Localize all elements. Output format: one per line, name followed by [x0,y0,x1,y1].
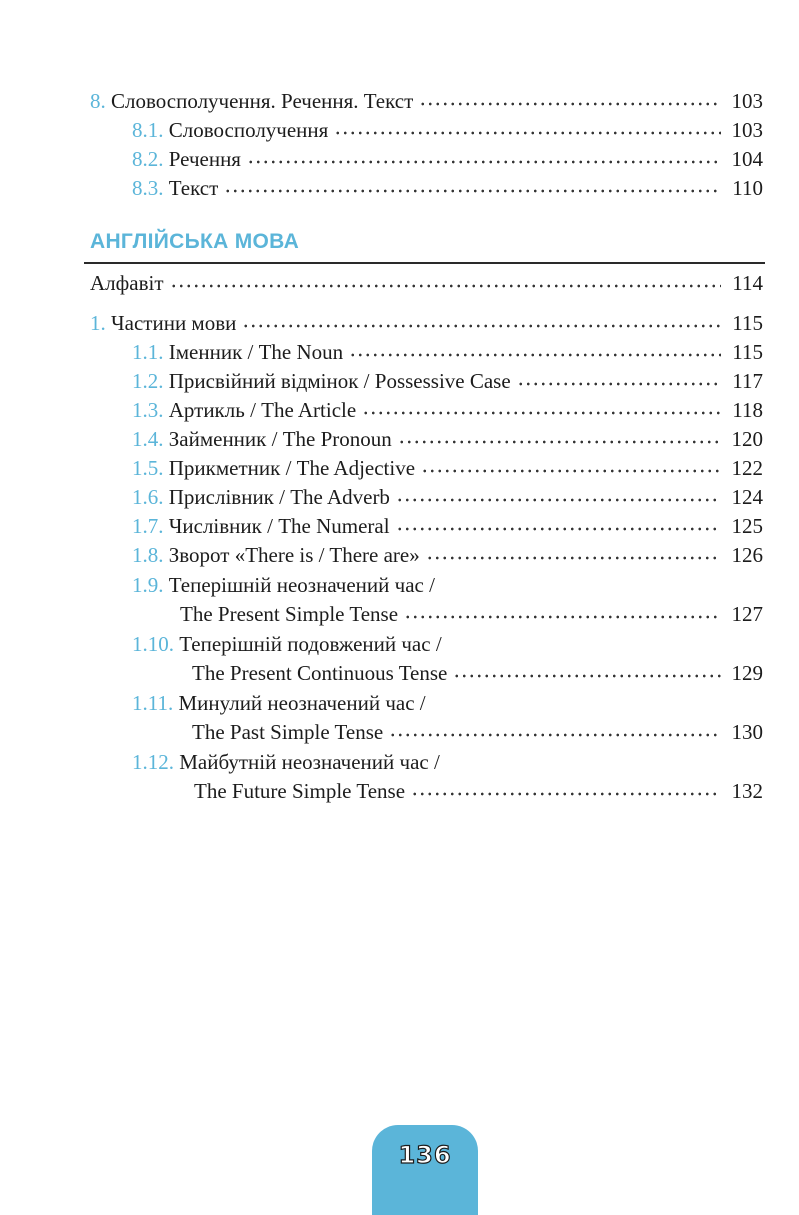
entry-page: 114 [732,271,763,295]
entry-number: 1.8. [132,543,164,567]
entry-number: 1.11. [132,691,174,715]
entry-number: 1.4. [132,427,164,451]
dot-leader [411,791,721,797]
toc-entry-alphabet[interactable] [90,270,763,296]
entry-number: 1.2. [132,369,164,393]
toc-entry-1-9-line1[interactable] [132,572,435,598]
toc-entry-1-9[interactable] [180,601,763,627]
toc-entry-1-7[interactable] [132,513,763,539]
entry-number: 1.10. [132,632,174,656]
dot-leader [421,468,721,474]
dot-leader [247,159,721,165]
toc-entry-1-10-line1[interactable] [132,631,442,657]
entry-page: 115 [732,340,763,364]
toc-entry-1-11-line1[interactable] [132,690,426,716]
entry-title-line2: The Future Simple Tense [194,779,406,803]
entry-title: Текст [168,176,219,200]
entry-page: 104 [731,147,763,171]
entry-title-line2: The Present Continuous Tense [192,661,448,685]
entry-title: Займенник / The Pronoun [168,427,392,451]
entry-page: 117 [732,369,763,393]
dot-leader [349,352,721,358]
entry-title-line2: The Present Simple Tense [180,602,399,626]
entry-page: 115 [732,311,763,335]
entry-title: Артикль / The Article [168,398,357,422]
entry-title: Теперішній неозначений час / [168,573,435,597]
entry-page: 129 [731,661,763,685]
toc-entry-1-12-line1[interactable] [132,749,440,775]
entry-number: 8. [90,89,106,113]
entry-page: 126 [731,543,763,567]
page-number: 136 [398,1141,452,1169]
toc-entry-1-12[interactable] [194,778,763,804]
dot-leader [242,323,721,329]
toc-entry-8-1[interactable] [132,117,763,143]
toc-entry-1-4[interactable] [132,426,763,452]
toc-entry-1[interactable] [90,310,763,336]
entry-number: 8.1. [132,118,164,142]
entry-title: Теперішній подовжений час / [179,632,442,656]
entry-page: 103 [731,89,763,113]
toc-entry-1-3[interactable] [132,397,763,423]
entry-title: Числівник / The Numeral [168,514,390,538]
entry-title: Речення [168,147,241,171]
entry-number: 1.12. [132,750,174,774]
toc-entry-1-11[interactable] [192,719,763,745]
page-number-tab [372,1125,478,1215]
dot-leader [170,283,722,289]
entry-number: 1.3. [132,398,164,422]
dot-leader [404,614,721,620]
entry-page: 127 [731,602,763,626]
entry-title: Минулий неозначений час / [178,691,426,715]
entry-title: Присвійний відмінок / Possessive Case [168,369,511,393]
entry-page: 124 [731,485,763,509]
dot-leader [398,439,721,445]
toc-entry-1-8[interactable] [132,542,763,568]
entry-page: 130 [731,720,763,744]
entry-title: Частини мови [111,311,237,335]
dot-leader [426,555,721,561]
entry-number: 1.1. [132,340,164,364]
toc-entry-8-3[interactable] [132,175,763,201]
entry-page: 120 [731,427,763,451]
toc-entry-1-1[interactable] [132,339,763,365]
heading-rule [84,262,765,264]
entry-page: 122 [731,456,763,480]
entry-number: 1.5. [132,456,164,480]
toc-entry-1-5[interactable] [132,455,763,481]
entry-page: 103 [731,118,763,142]
entry-title: Зворот «There is / There are» [168,543,420,567]
entry-title: Словосполучення [168,118,329,142]
dot-leader [362,410,721,416]
entry-number: 1.6. [132,485,164,509]
dot-leader [224,188,721,194]
entry-number: 8.2. [132,147,164,171]
entry-title: Прикметник / The Adjective [168,456,416,480]
entry-page: 118 [732,398,763,422]
entry-page: 110 [732,176,763,200]
entry-title: Іменник / The Noun [168,340,344,364]
entry-title: Прислівник / The Adverb [168,485,390,509]
toc-entry-1-10[interactable] [192,660,763,686]
entry-title: Майбутній неозначений час / [179,750,440,774]
toc-entry-8[interactable] [90,88,763,114]
toc-entry-1-6[interactable] [132,484,763,510]
section-heading: АНГЛІЙСЬКА МОВА [90,230,300,253]
entry-number: 1.9. [132,573,164,597]
dot-leader [389,732,721,738]
entry-number: 1. [90,311,106,335]
entry-page: 125 [731,514,763,538]
toc-entry-8-2[interactable] [132,146,763,172]
dot-leader [453,673,721,679]
entry-number: 8.3. [132,176,164,200]
entry-title: Словосполучення. Речення. Текст [111,89,414,113]
entry-title: Алфавіт [90,271,164,295]
entry-number: 1.7. [132,514,164,538]
dot-leader [396,497,721,503]
dot-leader [334,130,721,136]
entry-title-line2: The Past Simple Tense [192,720,384,744]
dot-leader [517,381,721,387]
toc-entry-1-2[interactable] [132,368,763,394]
entry-page: 132 [731,779,763,803]
dot-leader [396,526,721,532]
dot-leader [419,101,721,107]
